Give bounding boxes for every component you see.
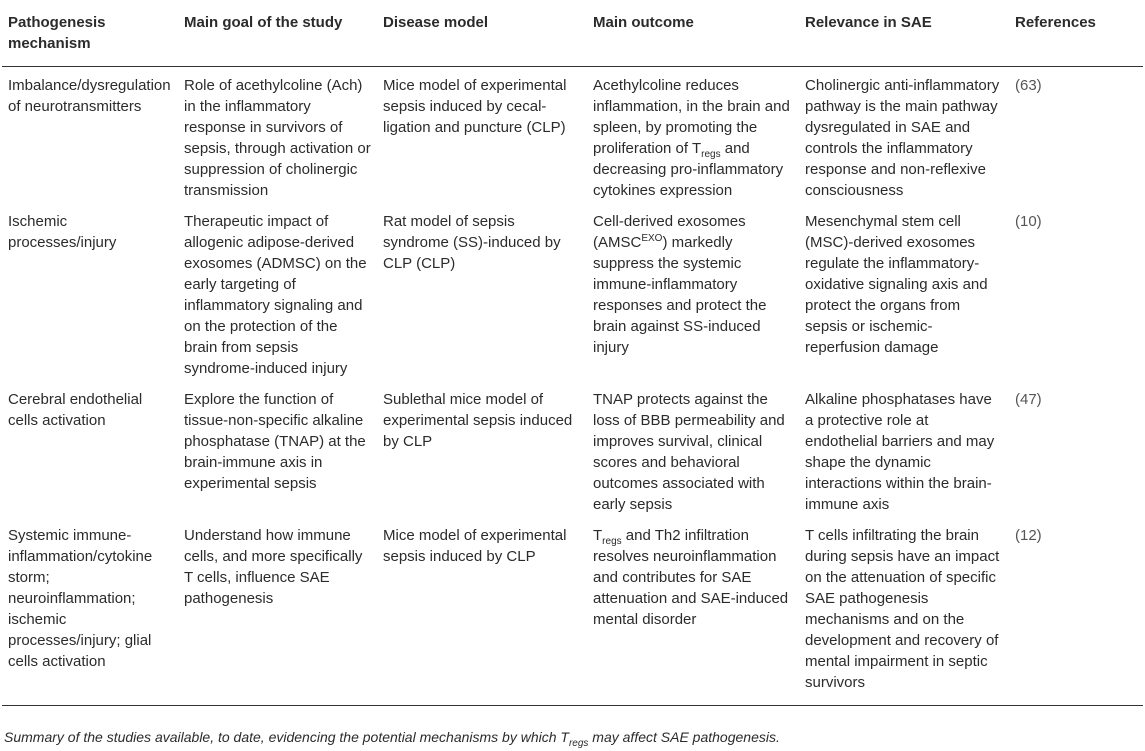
outcome-text-post: and Th2 infiltration resolves neuroinflammation and contributes for SAE attenuation and SAE-induced mental disorder [593,527,789,628]
cell-outcome: TNAP protects against the loss of BBB permeability and improves survival, clinical scores and behavioral outcomes associated with early sepsis [593,391,785,513]
cell-mechanism: Ischemic processes/injury [8,213,117,251]
cell-model: Rat model of sepsis syndrome (SS)-induced by CLP (CLP) [383,213,561,272]
cell-outcome [587,67,799,206]
cell-model: Mice model of experimental sepsis induced by cecal-ligation and puncture (CLP) [383,77,567,136]
header-main-goal: Main goal of the study [178,0,377,67]
table-caption [4,728,780,749]
caption-text-post: may affect SAE pathogenesis. [588,729,780,745]
cell-reference: (10) [1015,213,1042,230]
cell-goal: Therapeutic impact of allogenic adipose-derived exosomes (ADMSC) on the early targeting of inflammatory signaling and on the protection of the brain from sepsis syndrome-induced injury [184,213,367,377]
cell-relevance: Cholinergic anti-inflammatory pathway is the main pathway dysregulated in SAE and controls the inflammatory response and non-reflexive consciousness [805,77,1000,199]
header-disease-model: Disease model [377,0,587,67]
table-header-row [2,0,1143,67]
cell-relevance: T cells infiltrating the brain during sepsis have an impact on the attenuation of specific SAE pathogenesis mechanisms and on the development and recovery of mental impairment in septic survivors [799,519,1009,706]
outcome-subscript: regs [701,149,721,160]
header-pathogenesis-mechanism: Pathogenesis mechanism [2,0,178,67]
cell-goal: Explore the function of tissue-non-specific alkaline phosphatase (TNAP) at the brain-immune axis in experimental sepsis [184,391,366,492]
outcome-text-pre: T [593,527,603,544]
cell-mechanism: Cerebral endothelial cells activation [8,391,143,429]
header-references: References [1009,0,1143,67]
cell-outcome [587,205,799,383]
outcome-text-post: ) markedly suppress the systemic immune-inflammatory responses and protect the brain against SS-induced injury [593,234,767,356]
cell-model: Mice model of experimental sepsis induced by CLP [377,519,587,706]
cell-reference: (12) [1009,519,1143,706]
outcome-text-post: and decreasing pro-inflammatory cytokines expression [593,140,784,199]
cell-outcome [587,519,799,706]
studies-table [2,0,1143,706]
outcome-subscript: regs [602,536,622,547]
cell-mechanism: Imbalance/dysregulation of neurotransmitters [8,77,171,115]
outcome-superscript: EXO [641,233,663,244]
cell-model: Sublethal mice model of experimental sepsis induced by CLP [383,391,573,450]
outcome-text-pre: Cell-derived exosomes (AMSC [593,213,746,251]
cell-goal: Role of acethylcoline (Ach) in the inflammatory response in survivors of sepsis, through activation or suppression of cholinergic transmission [184,77,371,199]
caption-subscript: regs [568,737,589,749]
caption-text-pre: Summary of the studies available, to date, evidencing the potential mechanisms by which T [4,729,569,745]
cell-reference: (63) [1015,77,1042,94]
cell-goal: Understand how immune cells, and more specifically T cells, influence SAE pathogenesis [178,519,377,706]
table-row [2,383,1143,519]
cell-relevance: Mesenchymal stem cell (MSC)-derived exosomes regulate the inflammatory-oxidative signaling axis and protect the organs from sepsis or ischemic-reperfusion damage [805,213,988,356]
header-main-outcome: Main outcome [587,0,799,67]
header-relevance: Relevance in SAE [799,0,1009,67]
cell-mechanism: Systemic immune-inflammation/cytokine storm; neuroinflammation; ischemic processes/injury; glial cells activation [2,519,178,706]
cell-relevance: Alkaline phosphatases have a protective role at endothelial barriers and may shape the dynamic interactions within the brain-immune axis [805,391,995,513]
cell-reference: (47) [1015,391,1042,408]
table-row [2,205,1143,383]
outcome-text-pre: Acethylcoline reduces inflammation, in the brain and spleen, by promoting the proliferation of T [593,77,790,157]
table-row [2,519,1143,706]
table-row [2,67,1143,206]
